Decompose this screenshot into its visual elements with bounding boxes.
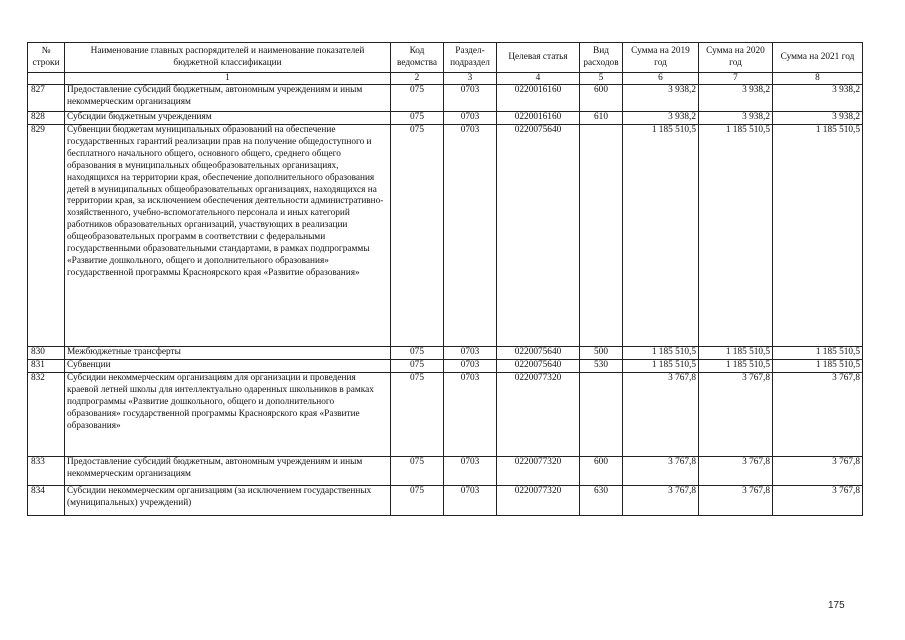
sum-2020-cell: 3 938,2: [699, 85, 773, 112]
sum-2021-cell: 1 185 510,5: [773, 360, 863, 373]
sum-2020-cell: 3 767,8: [699, 486, 773, 516]
expense-type-cell: 600: [580, 457, 623, 486]
expense-type-cell: 600: [580, 85, 623, 112]
name-cell: Субсидии некоммерческим организациям для организации и проведения краевой летней школы для интеллектуально одаренных школьников в рамках подпрограммы «Развитие дошкольного, общего и дополнительного образования» государственной программы Красноярского края «Развитие образования»: [65, 373, 391, 457]
row-number-cell: 827: [28, 85, 65, 112]
col-number: 8: [773, 73, 863, 85]
sum-2020-cell: 1 185 510,5: [699, 347, 773, 360]
target-cell: 0220075640: [497, 347, 580, 360]
target-cell: 0220075640: [497, 360, 580, 373]
header-sum-2021: Сумма на 2021 год: [773, 43, 863, 73]
table-row: [28, 486, 863, 516]
name-cell: Субвенции бюджетам муниципальных образований на обеспечение государственных гарантий реализации прав на получение общедоступного и бесплатного начального общего, основного общего, среднего общего образования в муниципальных общеобразовательных организациях, находящихся на территории края, обеспечение дополнительного образования детей в муниципальных общеобразовательных организациях, находящихся на территории края, за исключением обеспечения деятельности административно-хозяйственного, учебно-вспомогательного персонала и иных категорий работников образовательных организаций, участвующих в реализации общеобразовательных программ в соответствии с федеральными государственными образовательными стандартами, в рамках подпрограммы «Развитие дошкольного, общего и дополнительного образования» государственной программы Красноярского края «Развитие образования»: [65, 125, 391, 347]
row-number-cell: 834: [28, 486, 65, 516]
row-number-cell: 830: [28, 347, 65, 360]
sum-2019-cell: 3 767,8: [623, 457, 699, 486]
expense-type-cell: 610: [580, 112, 623, 125]
header-name: Наименование главных распорядителей и наименование показателей бюджетной классификации: [65, 43, 391, 73]
dept-code-cell: 075: [391, 373, 444, 457]
sum-2019-cell: 1 185 510,5: [623, 360, 699, 373]
sum-2019-cell: 3 767,8: [623, 373, 699, 457]
header-dept-code: Код ведомства: [391, 43, 444, 73]
sum-2019-cell: 3 938,2: [623, 85, 699, 112]
dept-code-cell: 075: [391, 85, 444, 112]
name-cell: Субсидии некоммерческим организациям (за исключением государственных (муниципальных) учреждений): [65, 486, 391, 516]
name-cell: Субсидии бюджетным учреждениям: [65, 112, 391, 125]
header-row-number: № строки: [28, 43, 65, 73]
sum-2019-cell: 1 185 510,5: [623, 347, 699, 360]
page-number: 175: [828, 600, 845, 611]
sum-2021-cell: 3 767,8: [773, 373, 863, 457]
table-body: [28, 85, 863, 516]
dept-code-cell: 075: [391, 486, 444, 516]
sum-2020-cell: 3 767,8: [699, 373, 773, 457]
section-cell: 0703: [444, 373, 497, 457]
sum-2019-cell: 3 938,2: [623, 112, 699, 125]
header-sum-2019: Сумма на 2019 год: [623, 43, 699, 73]
dept-code-cell: 075: [391, 457, 444, 486]
sum-2021-cell: 1 185 510,5: [773, 125, 863, 347]
sum-2020-cell: 3 767,8: [699, 457, 773, 486]
name-cell: Предоставление субсидий бюджетным, автономным учреждениям и иным некоммерческим организациям: [65, 85, 391, 112]
dept-code-cell: 075: [391, 347, 444, 360]
sum-2020-cell: 1 185 510,5: [699, 360, 773, 373]
target-cell: 0220077320: [497, 373, 580, 457]
header-sum-2020: Сумма на 2020 год: [699, 43, 773, 73]
expense-type-cell: 530: [580, 360, 623, 373]
target-cell: 0220075640: [497, 125, 580, 347]
name-cell: Субвенции: [65, 360, 391, 373]
sum-2021-cell: 3 938,2: [773, 112, 863, 125]
row-number-cell: 833: [28, 457, 65, 486]
section-cell: 0703: [444, 486, 497, 516]
expense-type-cell: 630: [580, 486, 623, 516]
col-number: 7: [699, 73, 773, 85]
header-section: Раздел-подраздел: [444, 43, 497, 73]
table-row: [28, 347, 863, 360]
header-expense-type: Вид расходов: [580, 43, 623, 73]
sum-2020-cell: 1 185 510,5: [699, 125, 773, 347]
section-cell: 0703: [444, 85, 497, 112]
dept-code-cell: 075: [391, 360, 444, 373]
col-number: 4: [497, 73, 580, 85]
col-number: 6: [623, 73, 699, 85]
table-row: [28, 457, 863, 486]
sum-2019-cell: 3 767,8: [623, 486, 699, 516]
sum-2020-cell: 3 938,2: [699, 112, 773, 125]
row-number-cell: 832: [28, 373, 65, 457]
column-numbers-row: [28, 73, 863, 85]
expense-type-cell: 500: [580, 347, 623, 360]
row-number-cell: 829: [28, 125, 65, 347]
name-cell: Предоставление субсидий бюджетным, автономным учреждениям и иным некоммерческим организациям: [65, 457, 391, 486]
sum-2021-cell: 3 767,8: [773, 486, 863, 516]
sum-2021-cell: 3 938,2: [773, 85, 863, 112]
name-cell: Межбюджетные трансферты: [65, 347, 391, 360]
budget-table: [27, 42, 863, 516]
table-row: [28, 125, 863, 347]
section-cell: 0703: [444, 347, 497, 360]
target-cell: 0220077320: [497, 457, 580, 486]
sum-2019-cell: 1 185 510,5: [623, 125, 699, 347]
col-number: 2: [391, 73, 444, 85]
expense-type-cell: [580, 373, 623, 457]
table-row: [28, 373, 863, 457]
target-cell: 0220077320: [497, 486, 580, 516]
col-number: [28, 73, 65, 85]
sum-2021-cell: 3 767,8: [773, 457, 863, 486]
sum-2021-cell: 1 185 510,5: [773, 347, 863, 360]
header-target: Целевая статья: [497, 43, 580, 73]
col-number: 5: [580, 73, 623, 85]
dept-code-cell: 075: [391, 112, 444, 125]
section-cell: 0703: [444, 112, 497, 125]
row-number-cell: 831: [28, 360, 65, 373]
target-cell: 0220016160: [497, 112, 580, 125]
dept-code-cell: 075: [391, 125, 444, 347]
expense-type-cell: [580, 125, 623, 347]
target-cell: 0220016160: [497, 85, 580, 112]
row-number-cell: 828: [28, 112, 65, 125]
section-cell: 0703: [444, 360, 497, 373]
table-row: [28, 85, 863, 112]
table-row: [28, 360, 863, 373]
section-cell: 0703: [444, 457, 497, 486]
col-number: 1: [65, 73, 391, 85]
section-cell: 0703: [444, 125, 497, 347]
table-row: [28, 112, 863, 125]
col-number: 3: [444, 73, 497, 85]
